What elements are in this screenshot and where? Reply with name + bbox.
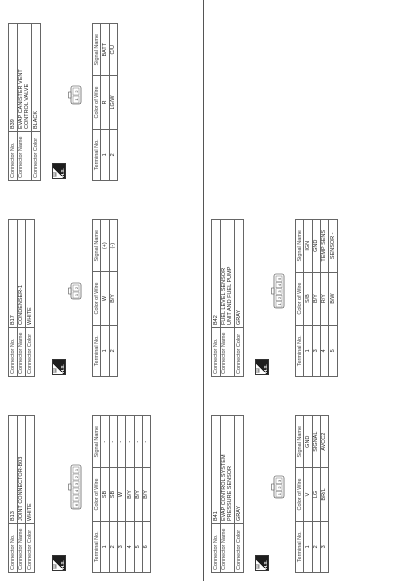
pin-number: 1 <box>73 293 79 297</box>
signal-name-cell: SENSOR - <box>329 220 337 273</box>
terminal-no-cell: 1 <box>101 521 109 572</box>
connector-no-label: Connector No. <box>212 524 221 573</box>
connector-no-value: B39 <box>9 24 18 132</box>
terminal-row <box>109 220 117 377</box>
connector-no-value: B13 <box>9 416 18 524</box>
connector-name-value: EVAP CANISTER VENT CONTROL VALVE <box>17 24 32 132</box>
wire-color-cell: LG/W <box>109 76 117 129</box>
terminal-no-cell: 1 <box>304 521 312 572</box>
terminal-table-header <box>93 220 101 377</box>
signal-name-cell: GND <box>304 416 312 468</box>
pin-number: 5 <box>73 496 79 500</box>
connector-symbol-icon: ▤ <box>255 368 261 373</box>
connector-no-row <box>9 416 18 573</box>
pin-number: 2 <box>276 486 282 489</box>
connector-color-row <box>235 416 244 573</box>
connector-color-row <box>32 24 41 181</box>
terminal-no-header: Terminal No. <box>93 129 101 180</box>
connector-color-value: GRAY <box>235 220 244 328</box>
pin-number: 4 <box>73 489 79 493</box>
terminal-table-header <box>296 220 304 377</box>
connector-latch <box>272 484 275 490</box>
terminal-row <box>304 416 312 573</box>
connector-color-row <box>235 220 244 377</box>
terminal-table <box>92 23 118 181</box>
terminal-no-cell: 2 <box>312 521 320 572</box>
connector-header <box>211 415 244 573</box>
wire-color-cell: B/Y <box>109 272 117 325</box>
wire-color-cell: B/Y <box>126 468 134 521</box>
terminal-no-cell: 3 <box>117 521 125 572</box>
connector-color-row <box>26 416 35 573</box>
pin-number: 5 <box>276 277 282 280</box>
pin-number: 2 <box>73 475 79 479</box>
wire-color-header: Color of Wire <box>296 468 304 521</box>
signal-name-header: Signal Name <box>296 220 304 273</box>
terminal-no-cell: 2 <box>109 325 117 376</box>
terminal-table-header <box>93 416 101 573</box>
terminal-row <box>134 416 142 573</box>
signal-name-cell: - <box>134 416 142 468</box>
terminal-row <box>312 416 320 573</box>
connector-no-label: Connector No. <box>9 524 18 573</box>
terminal-table <box>295 219 338 377</box>
connector-no-label: Connector No. <box>9 132 18 181</box>
connector-panel-b42 <box>211 209 401 377</box>
terminal-no-cell: 2 <box>109 521 117 572</box>
terminal-row <box>312 220 320 377</box>
signal-name-header: Signal Name <box>296 416 304 468</box>
signal-name-cell: - <box>142 416 150 468</box>
signal-name-cell: BATT <box>101 24 109 76</box>
signal-name-cell: - <box>109 416 117 468</box>
connector-name-value: EVAP CONTROL SYSTEM PRESSURE SENSOR <box>220 416 235 524</box>
connector-no-value: B17 <box>9 220 18 328</box>
terminal-no-cell: 4 <box>320 325 328 376</box>
connector-color-label: Connector Color <box>235 524 244 573</box>
section-divider <box>203 0 204 581</box>
terminal-row <box>101 24 109 181</box>
connector-color-value: WHITE <box>26 416 35 524</box>
signal-name-cell: C/U <box>109 24 117 76</box>
connector-color-label: Connector Color <box>32 132 41 181</box>
connector-color-value: BLACK <box>32 24 41 132</box>
terminal-row <box>109 416 117 573</box>
connector-latch <box>69 484 72 490</box>
wire-color-header: Color of Wire <box>93 272 101 325</box>
connector-no-value: B41 <box>212 416 221 524</box>
signal-name-cell: - <box>101 416 109 468</box>
terminal-no-header: Terminal No. <box>296 325 304 376</box>
signal-name-cell: (+) <box>101 220 109 272</box>
wire-color-cell: W <box>101 272 109 325</box>
connector-symbol-icon: ▤ <box>52 172 58 177</box>
connector-face-diagram <box>68 281 84 301</box>
pin-number: 1 <box>276 493 282 496</box>
connector-color-label: Connector Color <box>26 524 35 573</box>
wire-color-cell: S/B <box>304 272 312 325</box>
wire-color-cell: B/Y <box>134 468 142 521</box>
connector-header <box>8 23 41 181</box>
connector-header <box>8 415 35 573</box>
connector-latch <box>272 288 275 294</box>
wire-color-cell: BR/L <box>320 468 328 521</box>
terminal-no-header: Terminal No. <box>93 521 101 572</box>
signal-name-cell: GND <box>312 220 320 273</box>
wire-color-header: Color of Wire <box>93 76 101 129</box>
connector-face-diagram <box>271 474 287 500</box>
terminal-row <box>329 220 337 377</box>
connector-panel-b17 <box>8 209 198 377</box>
connector-header <box>211 219 244 377</box>
connector-header <box>8 219 35 377</box>
pin-number: 6 <box>73 503 79 507</box>
connector-name-label: Connector Name <box>17 524 26 573</box>
connector-name-label: Connector Name <box>17 132 32 181</box>
terminal-table-header <box>93 24 101 181</box>
terminal-no-cell: 4 <box>126 521 134 572</box>
terminal-no-cell: 1 <box>101 129 109 180</box>
connector-color-row <box>26 220 35 377</box>
terminal-no-cell: 3 <box>320 521 328 572</box>
terminal-no-cell: 5 <box>329 325 337 376</box>
connector-face-diagram <box>68 463 84 511</box>
connector-name-label: Connector Name <box>220 524 235 573</box>
pin-number: 1 <box>73 468 79 472</box>
connector-name-row <box>17 416 26 573</box>
signal-name-header: Signal Name <box>93 24 101 76</box>
connector-color-value: WHITE <box>26 220 35 328</box>
wire-color-header: Color of Wire <box>93 468 101 521</box>
connector-panel-b41 <box>211 405 401 573</box>
terminal-row <box>320 220 328 377</box>
wire-color-cell: R/Y <box>320 272 328 325</box>
signal-name-cell: (-) <box>109 220 117 272</box>
terminal-no-header: Terminal No. <box>296 521 304 572</box>
connector-name-row <box>17 220 26 377</box>
connector-name-value: CONDENSER-1 <box>17 220 26 328</box>
connector-no-row <box>212 416 221 573</box>
terminal-no-cell: 1 <box>101 325 109 376</box>
terminal-no-cell: 2 <box>109 129 117 180</box>
connector-no-value: B42 <box>212 220 221 328</box>
terminal-table <box>92 415 151 573</box>
signal-name-header: Signal Name <box>93 416 101 468</box>
pin-number: 2 <box>276 296 282 300</box>
hs-label: H.S. <box>59 364 65 373</box>
connector-no-label: Connector No. <box>9 328 18 377</box>
connector-color-label: Connector Color <box>26 328 35 377</box>
signal-name-cell: SIGNAL <box>312 416 320 468</box>
connector-name-label: Connector Name <box>17 328 26 377</box>
hs-connector-icon <box>255 555 269 571</box>
connector-no-row <box>212 220 221 377</box>
terminal-no-cell: 1 <box>304 325 312 376</box>
terminal-row <box>101 220 109 377</box>
connector-no-row <box>9 220 18 377</box>
terminal-table <box>295 415 329 573</box>
hs-connector-icon <box>255 359 269 375</box>
signal-name-cell: - <box>117 416 125 468</box>
terminal-no-cell: 6 <box>142 521 150 572</box>
signal-name-cell: TEMP SENS <box>320 220 328 273</box>
terminal-no-cell: 3 <box>312 325 320 376</box>
pin-number: 3 <box>73 482 79 486</box>
terminal-row <box>117 416 125 573</box>
terminal-row <box>109 24 117 181</box>
connector-face-diagram <box>271 272 287 310</box>
terminal-row <box>101 416 109 573</box>
terminal-table <box>92 219 118 377</box>
connector-no-row <box>9 24 18 181</box>
connector-name-value: FUEL LEVEL SENSOR UNIT AND FUEL PUMP <box>220 220 235 328</box>
wire-color-cell: B/Y <box>312 272 320 325</box>
wire-color-cell: LG <box>312 468 320 521</box>
wire-color-cell: SB <box>101 468 109 521</box>
terminal-row <box>142 416 150 573</box>
pin-number: 2 <box>73 90 79 93</box>
connector-name-row <box>220 416 235 573</box>
wire-color-cell: B/W <box>329 272 337 325</box>
connector-face-diagram <box>68 84 84 106</box>
pin-number: 3 <box>276 479 282 482</box>
pin-number: 1 <box>73 98 79 101</box>
connector-color-value: GRAY <box>235 416 244 524</box>
hs-connector-icon <box>52 359 66 375</box>
hs-label: H.S. <box>59 560 65 569</box>
connector-no-label: Connector No. <box>212 328 221 377</box>
connector-latch <box>69 92 72 98</box>
hs-connector-icon <box>52 555 66 571</box>
connector-name-row <box>17 24 32 181</box>
pin-number: 4 <box>276 283 282 287</box>
wire-color-cell: SB <box>109 468 117 521</box>
pin-number: 2 <box>73 286 79 290</box>
wire-color-cell: W <box>117 468 125 521</box>
terminal-row <box>320 416 328 573</box>
wire-color-cell: B/Y <box>142 468 150 521</box>
wire-color-cell: V <box>304 468 312 521</box>
connector-latch <box>69 288 72 294</box>
connector-name-label: Connector Name <box>220 328 235 377</box>
connector-name-row <box>220 220 235 377</box>
connector-color-label: Connector Color <box>235 328 244 377</box>
pin-number: 1 <box>276 303 282 306</box>
wire-color-header: Color of Wire <box>296 272 304 325</box>
signal-name-header: Signal Name <box>93 220 101 272</box>
terminal-row <box>304 220 312 377</box>
connector-symbol-icon: ▤ <box>255 564 261 569</box>
connector-name-value: JOINT CONNECTOR-B03 <box>17 416 26 524</box>
wire-color-cell: R <box>101 76 109 129</box>
hs-label: H.S. <box>262 560 268 569</box>
signal-name-cell: IGN <box>304 220 312 273</box>
signal-name-cell: - <box>126 416 134 468</box>
terminal-no-cell: 5 <box>134 521 142 572</box>
connector-panel-b13 <box>8 405 198 573</box>
hs-label: H.S. <box>262 364 268 373</box>
terminal-table-header <box>296 416 304 573</box>
pin-number: 3 <box>276 290 282 293</box>
terminal-no-header: Terminal No. <box>93 325 101 376</box>
hs-connector-icon <box>52 163 66 179</box>
connector-panel-b39 <box>8 13 198 181</box>
hs-label: H.S. <box>59 168 65 177</box>
terminal-row <box>126 416 134 573</box>
connector-symbol-icon: ▤ <box>52 368 58 373</box>
signal-name-cell: AVCC2 <box>320 416 328 468</box>
connector-symbol-icon: ▤ <box>52 564 58 569</box>
